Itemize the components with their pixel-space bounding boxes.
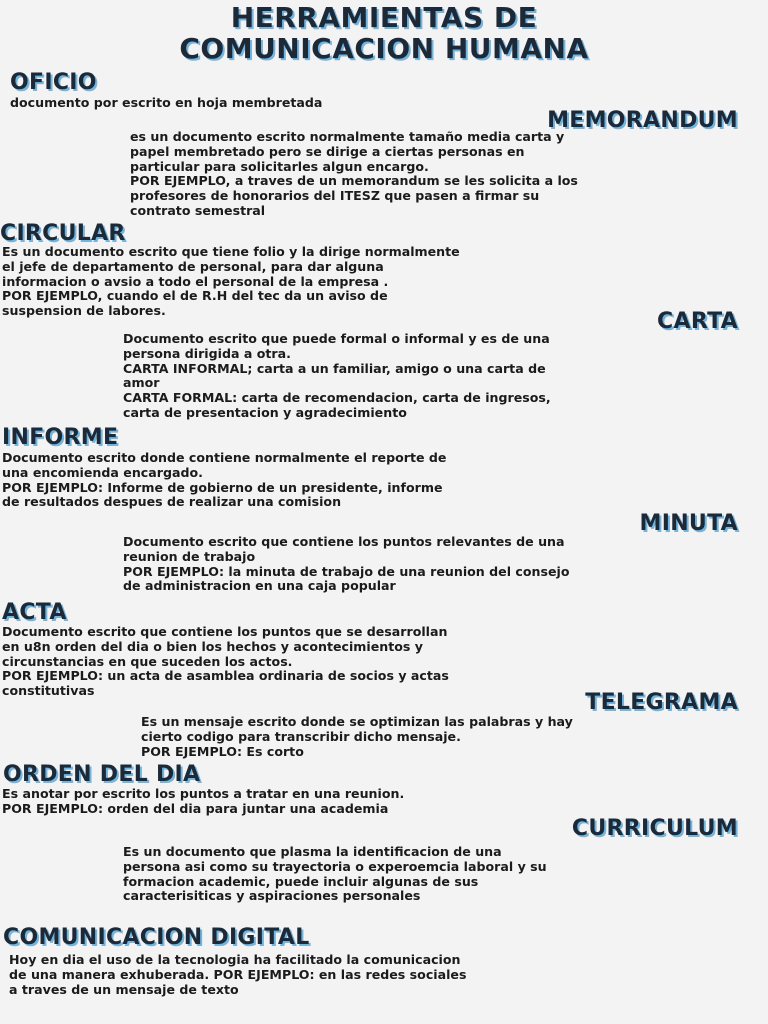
heading-memorandum: MEMORANDUM bbox=[547, 108, 738, 133]
text-orden-del-dia: Es anotar por escrito los puntos a tratar en una reunion. POR EJEMPLO: orden del dia para juntar una academia bbox=[2, 786, 405, 816]
heading-minuta: MINUTA bbox=[639, 511, 738, 536]
heading-curriculum: CURRICULUM bbox=[571, 816, 738, 841]
text-memorandum: es un documento escrito normalmente tamaño media carta y papel membretado pero se dirige a ciertas personas en particular para solicitarles algun encargo. POR EJEMPLO, a traves de un memorandum se les solicita a los profesores de honorarios del ITESZ que pasen a firmar su contrato semestral bbox=[130, 129, 578, 218]
heading-telegrama: TELEGRAMA bbox=[585, 690, 738, 715]
heading-carta: CARTA bbox=[657, 309, 738, 334]
heading-comunicacion-digital: COMUNICACION DIGITAL bbox=[3, 925, 310, 950]
text-circular: Es un documento escrito que tiene folio y la dirige normalmente el jefe de departamento de personal, para dar alguna informacion o avsio a todo el personal de la empresa . POR EJEMPLO, cuando el de R.H del tec da un aviso de suspension de labores. bbox=[2, 244, 460, 319]
text-oficio: documento por escrito en hoja membretada bbox=[10, 95, 323, 110]
heading-informe: INFORME bbox=[2, 425, 119, 450]
text-curriculum: Es un documento que plasma la identificacion de una persona asi como su trayectoria o experoemcia laboral y su formacion academic, puede incluir algunas de sus caracterisiticas y aspiraciones personales bbox=[123, 844, 547, 904]
title-line-2: COMUNICACION HUMANA bbox=[179, 32, 589, 65]
title-line-1: HERRAMIENTAS DE bbox=[230, 1, 538, 34]
heading-orden-del-dia: ORDEN DEL DIA bbox=[3, 762, 201, 787]
page-title bbox=[0, 2, 768, 64]
text-comunicacion-digital: Hoy en dia el uso de la tecnologia ha facilitado la comunicacion de una manera exhuberada. POR EJEMPLO: en las redes sociales a traves de un mensaje de texto bbox=[9, 952, 467, 997]
heading-circular: CIRCULAR bbox=[0, 221, 126, 246]
text-carta: Documento escrito que puede formal o informal y es de una persona dirigida a otra. CARTA INFORMAL; carta a un familiar, amigo o una carta de amor CARTA FORMAL: carta de recomendacion, carta de ingresos, carta de presentacion y agradecimiento bbox=[123, 331, 551, 420]
text-telegrama: Es un mensaje escrito donde se optimizan las palabras y hay cierto codigo para transcribir dicho mensaje. POR EJEMPLO: Es corto bbox=[141, 714, 573, 759]
text-minuta: Documento escrito que contiene los puntos relevantes de una reunion de trabajo POR EJEMPLO: la minuta de trabajo de una reunion del consejo de administracion en una caja popular bbox=[123, 534, 570, 594]
text-informe: Documento escrito donde contiene normalmente el reporte de una encomienda encargado. POR EJEMPLO: Informe de gobierno de un presidente, informe de resultados despues de realizar una comision bbox=[2, 450, 447, 510]
heading-oficio: OFICIO bbox=[10, 70, 97, 95]
heading-acta: ACTA bbox=[2, 600, 67, 625]
text-acta: Documento escrito que contiene los puntos que se desarrollan en u8n orden del dia o bien los hechos y acontecimientos y circunstancias en que suceden los actos. POR EJEMPLO: un acta de asamblea ordinaria de socios y actas constitutivas bbox=[2, 624, 449, 699]
